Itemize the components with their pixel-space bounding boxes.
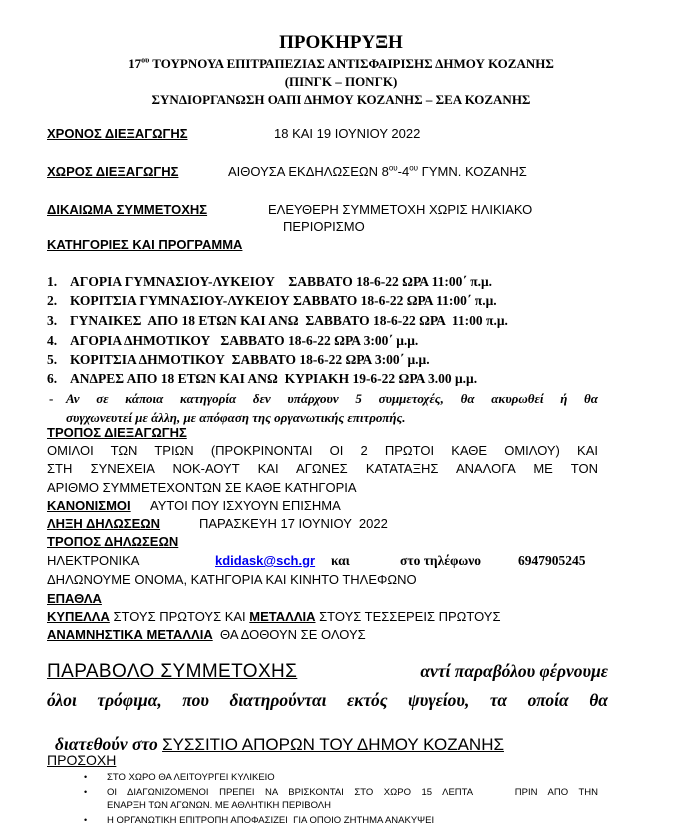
prizes-heading: ΕΠΑΘΛΑ — [47, 591, 102, 606]
list-item: Η ΟΡΓΑΝΩΤΙΚΗ ΕΠΙΤΡΟΠΗ ΑΠΟΦΑΣΙΖΕΙ ΓΙΑ ΟΠΟΙΟ ΖΗΤΗΜΑ ΑΝΑΚΥΨΕΙ — [107, 815, 435, 826]
phone-label: στο τηλέφωνο — [400, 553, 482, 568]
registration-electronic: ΗΛΕΚΤΡΟΝΙΚΑ — [47, 553, 140, 568]
list-item-cont: ΕΝΑΡΞΗ ΤΩΝ ΑΓΩΝΩΝ. ΜΕ ΑΘΛΗΤΙΚΗ ΠΕΡΙΒΟΛΗ — [107, 800, 331, 811]
fee-text-2: όλοι τρόφιμα, που διατηρούνται εκτός ψυγείου, τα οποία θα — [47, 690, 608, 710]
eligibility-value-cont: ΠΕΡΙΟΡΙΣΜΟ — [283, 219, 365, 234]
registration-info: ΔΗΛΩΝΟΥΜΕ ΟΝΟΜΑ, ΚΑΤΗΓΟΡΙΑ ΚΑΙ ΚΙΝΗΤΟ ΤΗΛΕΦΩΝΟ — [47, 572, 417, 587]
attention-heading: ΠΡΟΣΟΧΗ — [47, 752, 117, 768]
tournament-subtitle: (ΠΙΝΓΚ – ΠΟΝΓΚ) — [284, 74, 398, 89]
time-label: ΧΡΟΝΟΣ ΔΙΕΞΑΓΩΓΗΣ — [47, 126, 188, 141]
list-item: 2. ΚΟΡΙΤΣΙΑ ΓΥΜΝΑΣΙΟΥ-ΛΥΚΕΙΟΥ ΣΑΒΒΑΤΟ 18-6-22 ΩΡΑ 11:00΄ π.μ. — [47, 293, 497, 308]
category-note-line2: συγχωνευτεί με άλλη, με απόφαση της οργανωτικής επιτροπής. — [66, 410, 406, 425]
commemorative-text: ΘΑ ΔΟΘΟΥΝ ΣΕ ΟΛΟΥΣ — [212, 627, 366, 642]
bullet-icon: • — [84, 772, 88, 782]
soup-kitchen: ΣΥΣΣΙΤΙΟ ΑΠΟΡΩΝ ΤΟΥ ΔΗΜΟΥ ΚΟΖΑΝΗΣ — [162, 735, 504, 754]
document-title: ΠΡΟΚΗΡΥΞΗ — [279, 32, 403, 53]
format-line2: ΣΤΗ ΣΥΝΕΧΕΙΑ ΝΟΚ-ΑΟΥΤ ΚΑΙ ΑΓΩΝΕΣ ΚΑΤΑΤΑΞΗΣ ΑΝΑΛΟΓΑ ΜΕ ΤΟΝ — [47, 461, 598, 476]
commemorative-label: ΑΝΑΜΝΗΣΤΙΚΑ ΜΕΤΑΛΛΙΑ — [47, 627, 213, 642]
medals-label: ΜΕΤΑΛΛΙΑ — [249, 609, 316, 624]
cups-text: ΣΤΟΥΣ ΠΡΩΤΟΥΣ ΚΑΙ — [109, 609, 250, 624]
category-note-line1: Αν σε κάποια κατηγορία δεν υπάρχουν 5 συμμετοχές, θα ακυρωθεί ή θα — [66, 391, 598, 406]
registration-heading: ΤΡΟΠΟΣ ΔΗΛΩΣΕΩΝ — [47, 534, 179, 549]
deadline-label: ΛΗΞΗ ΔΗΛΩΣΕΩΝ — [47, 516, 161, 531]
fee-line3 — [47, 716, 504, 755]
categories-heading: ΚΑΤΗΓΟΡΙΕΣ ΚΑΙ ΠΡΟΓΡΑΜΜΑ — [47, 237, 243, 252]
tournament-title — [0, 56, 682, 72]
prizes-line1 — [47, 609, 501, 624]
organizers: ΣΥΝΔΙΟΡΓΑΝΩΣΗ ΟΑΠΙ ΔΗΜΟΥ ΚΟΖΑΝΗΣ – ΣΕΑ ΚΟΖΑΝΗΣ — [151, 92, 531, 107]
registration-and: και — [331, 553, 350, 568]
medals-text: ΣΤΟΥΣ ΤΕΣΣΕΡΕΙΣ ΠΡΩΤΟΥΣ — [315, 609, 501, 624]
phone-number: 6947905245 — [518, 553, 586, 568]
list-item: ΣΤΟ ΧΩΡΟ ΘΑ ΛΕΙΤΟΥΡΓΕΙ ΚΥΛΙΚΕΙΟ — [107, 772, 275, 783]
format-heading: ΤΡΟΠΟΣ ΔΙΕΞΑΓΩΓΗΣ — [47, 425, 187, 440]
list-item: 5. ΚΟΡΙΤΣΙΑ ΔΗΜΟΤΙΚΟΥ ΣΑΒΒΑΤΟ 18-6-22 ΩΡΑ 3:00΄ μ.μ. — [47, 352, 430, 367]
venue-label: ΧΩΡΟΣ ΔΙΕΞΑΓΩΓΗΣ — [47, 164, 179, 179]
prizes-line2 — [47, 627, 366, 642]
time-value: 18 ΚΑΙ 19 ΙΟΥΝΙΟΥ 2022 — [274, 126, 421, 141]
list-item: 6. ΑΝΔΡΕΣ ΑΠΟ 18 ΕΤΩΝ ΚΑΙ ΑΝΩ ΚΥΡΙΑΚΗ 19-6-22 ΩΡΑ 3.00 μ.μ. — [47, 371, 478, 386]
fee-text-1: αντί παραβόλου φέρνουμε — [420, 661, 608, 681]
venue-value: ΑΙΘΟΥΣΑ ΕΚΔΗΛΩΣΕΩΝ $8^{o\upsilon}-4^{o\upsilon}$ ΓΥΜΝ. ΚΟΖΑΝΗΣ — [228, 163, 527, 179]
fee-label: ΠΑΡΑΒΟΛΟ ΣΥΜΜΕΤΟΧΗΣ — [47, 661, 298, 682]
rules-label: ΚΑΝΟΝΙΣΜΟΙ — [47, 498, 131, 513]
bullet-icon: • — [84, 815, 88, 825]
list-item: ΟΙ ΔΙΑΓΩΝΙΖΟΜΕΝΟΙ ΠΡΕΠΕΙ ΝΑ ΒΡΙΣΚΟΝΤΑΙ ΣΤΟ ΧΩΡΟ 15 ΛΕΠΤΑ ΠΡΙΝ ΑΠΟ ΤΗΝ — [107, 787, 598, 798]
email-link[interactable]: kdidask@sch.gr — [215, 553, 316, 568]
note-dash: - — [49, 391, 54, 406]
fee-line1 — [47, 661, 608, 683]
tournament-number-suffix: ου — [141, 55, 150, 65]
list-item: 4. ΑΓΟΡΙΑ ΔΗΜΟΤΙΚΟΥ ΣΑΒΒΑΤΟ 18-6-22 ΩΡΑ 3:00΄ μ.μ. — [47, 333, 419, 348]
deadline-value: ΠΑΡΑΣΚΕΥΗ 17 ΙΟΥΝΙΟΥ 2022 — [199, 516, 388, 531]
format-line1: ΟΜΙΛΟΙ ΤΩΝ ΤΡΙΩΝ (ΠΡΟΚΡΙΝΟΝΤΑΙ ΟΙ 2 ΠΡΩΤΟΙ ΚΑΘΕ ΟΜΙΛΟΥ) ΚΑΙ — [47, 443, 598, 458]
rules-value: ΑΥΤΟΙ ΠΟΥ ΙΣΧΥΟΥΝ ΕΠΙΣΗΜΑ — [150, 498, 341, 513]
fee-text-3: διατεθούν στο — [55, 734, 163, 754]
tournament-name: ΤΟΥΡΝΟΥΑ ΕΠΙΤΡΑΠΕΖΙΑΣ ΑΝΤΙΣΦΑΙΡΙΣΗΣ ΔΗΜΟΥ ΚΟΖΑΝΗΣ — [152, 56, 554, 71]
list-item: 3. ΓΥΝΑΙΚΕΣ ΑΠΟ 18 ΕΤΩΝ ΚΑΙ ΑΝΩ ΣΑΒΒΑΤΟ 18-6-22 ΩΡΑ 11:00 π.μ. — [47, 313, 508, 328]
list-item: 1. ΑΓΟΡΙΑ ΓΥΜΝΑΣΙΟΥ-ΛΥΚΕΙΟΥ ΣΑΒΒΑΤΟ 18-6-22 ΩΡΑ 11:00΄ π.μ. — [47, 274, 493, 289]
format-line3: ΑΡΙΘΜΟ ΣΥΜΜΕΤΕΧΟΝΤΩΝ ΣΕ ΚΑΘΕ ΚΑΤΗΓΟΡΙΑ — [47, 480, 357, 495]
eligibility-value: ΕΛΕΥΘΕΡΗ ΣΥΜΜΕΤΟΧΗ ΧΩΡΙΣ ΗΛΙΚΙΑΚΟ — [268, 202, 533, 217]
tournament-number: 17 — [128, 56, 142, 71]
cups-label: ΚΥΠΕΛΛΑ — [47, 609, 110, 624]
bullet-icon: • — [84, 787, 88, 797]
eligibility-label: ΔΙΚΑΙΩΜΑ ΣΥΜΜΕΤΟΧΗΣ — [47, 202, 208, 217]
